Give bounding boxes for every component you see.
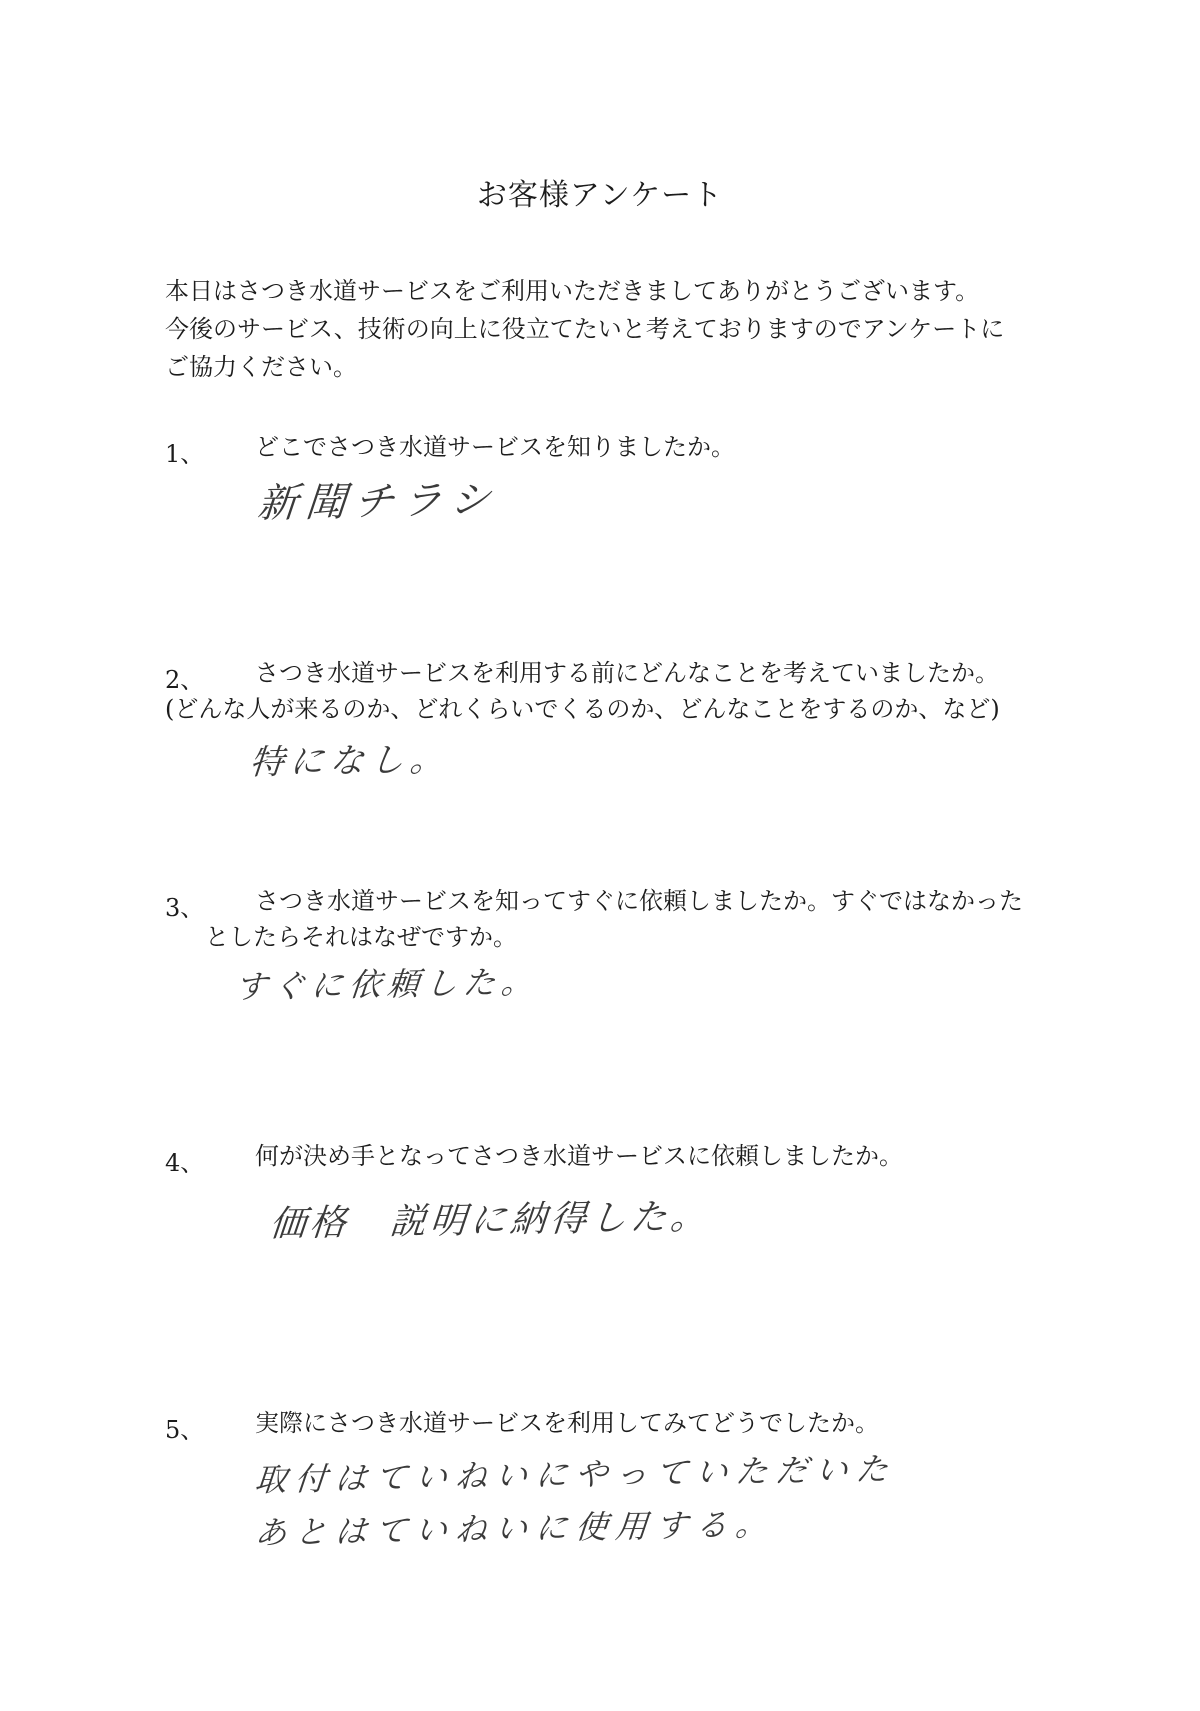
question-2-text: さつき水道サービスを利用する前にどんなことを考えていましたか。	[255, 659, 999, 687]
question-5-number: 5、	[165, 1416, 205, 1444]
intro-line: 本日はさつき水道サービスをご利用いただきましてありがとうございます。	[165, 277, 980, 305]
intro-paragraph	[165, 272, 1065, 386]
question-2-handwritten-answer: 特になし。	[247, 739, 452, 783]
question-5-handwritten-answer-line: あとはていねいに使用する。	[253, 1504, 778, 1552]
page-title: お客様アンケート	[476, 178, 724, 213]
question-2-number: 2、	[165, 666, 205, 694]
question-1-handwritten-answer: 新聞チラシ	[255, 476, 501, 527]
question-4-text: 何が決め手となってさつき水道サービスに依頼しましたか。	[255, 1142, 903, 1170]
question-3-subtext: としたらそれはなぜですか。	[205, 923, 517, 951]
question-3-text: さつき水道サービスを知ってすぐに依頼しましたか。すぐではなかった	[255, 887, 1023, 915]
question-1-number: 1、	[165, 440, 205, 468]
question-5-handwritten-answer-line: 取付はていねいにやっていただいた	[253, 1449, 898, 1499]
question-3-handwritten-answer: すぐに依頼した。	[233, 962, 542, 1006]
question-5-text: 実際にさつき水道サービスを利用してみてどうでしたか。	[255, 1409, 879, 1437]
question-4-handwritten-answer: 価格 説明に納得した。	[267, 1196, 713, 1245]
question-3-number: 3、	[165, 894, 205, 922]
intro-line: 今後のサービス、技術の向上に役立てたいと考えておりますのでアンケートに	[165, 315, 1005, 343]
question-4-number: 4、	[165, 1149, 205, 1177]
question-2-subtext: (どんな人が来るのか、どれくらいでくるのか、どんなことをするのか、など)	[165, 695, 1000, 723]
intro-line: ご協力ください。	[165, 353, 357, 381]
question-1-text: どこでさつき水道サービスを知りましたか。	[255, 433, 735, 461]
